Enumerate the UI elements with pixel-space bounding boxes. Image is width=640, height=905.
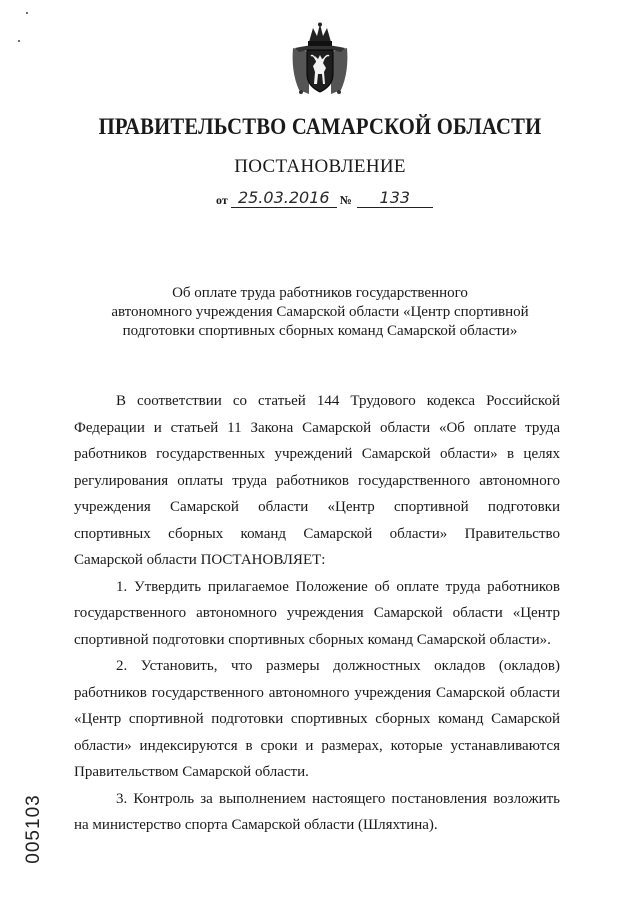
handwritten-number: 133 xyxy=(357,188,433,208)
subject-line: Об оплате труда работников государственного xyxy=(172,285,468,301)
clause-paragraph-1: 1. Утвердить прилагаемое Положение об оплате труда работников государственного автономного учреждения Самарской области «Центр спортивной подготовки спортивных сборных команд Самарской области». xyxy=(74,578,560,648)
margin-registration-code: 005103 xyxy=(23,794,44,864)
scan-speck xyxy=(18,40,20,42)
handwritten-date: 25.03.2016 xyxy=(231,188,337,208)
document-type-title: ПОСТАНОВЛЕНИЕ xyxy=(234,156,406,177)
subject-line: автономного учреждения Самарской области «Центр спортивной xyxy=(111,304,529,320)
document-subject xyxy=(90,284,550,341)
number-prefix: № xyxy=(339,193,352,207)
document-body xyxy=(74,388,560,839)
date-prefix: от xyxy=(216,193,228,207)
government-title: ПРАВИТЕЛЬСТВО САМАРСКОЙ ОБЛАСТИ xyxy=(98,114,542,139)
clause-paragraph-3: 3. Контроль за выполнением настоящего постановления возложить на министерство спорта Самарской области (Шляхтина). xyxy=(74,790,560,833)
subject-line: подготовки спортивных сборных команд Самарской области» xyxy=(122,323,518,339)
preamble-paragraph: В соответствии со статьей 144 Трудового кодекса Российской Федерации и статьей 11 Закона Самарской области «Об оплате труда работников государственных учреждений Самарской области» в целях регулирования оплаты труда работников государственного автономного учреждения Самарской области «Центр спортивной подготовки спортивных сборных команд Самарской области» Правительство Самарской области ПОСТАНОВЛЯЕТ: xyxy=(74,393,560,568)
date-number-line xyxy=(216,188,433,212)
samara-oblast-coat-of-arms-icon xyxy=(289,22,351,98)
clause-paragraph-2: 2. Установить, что размеры должностных окладов (окладов) работников государственного автономного учреждения Самарской области «Центр спортивной подготовки спортивных сборных команд Самарской области» индексируются в сроки и размерах, которые устанавливаются Правительством Самарской области. xyxy=(74,658,560,780)
scan-speck xyxy=(26,12,28,14)
